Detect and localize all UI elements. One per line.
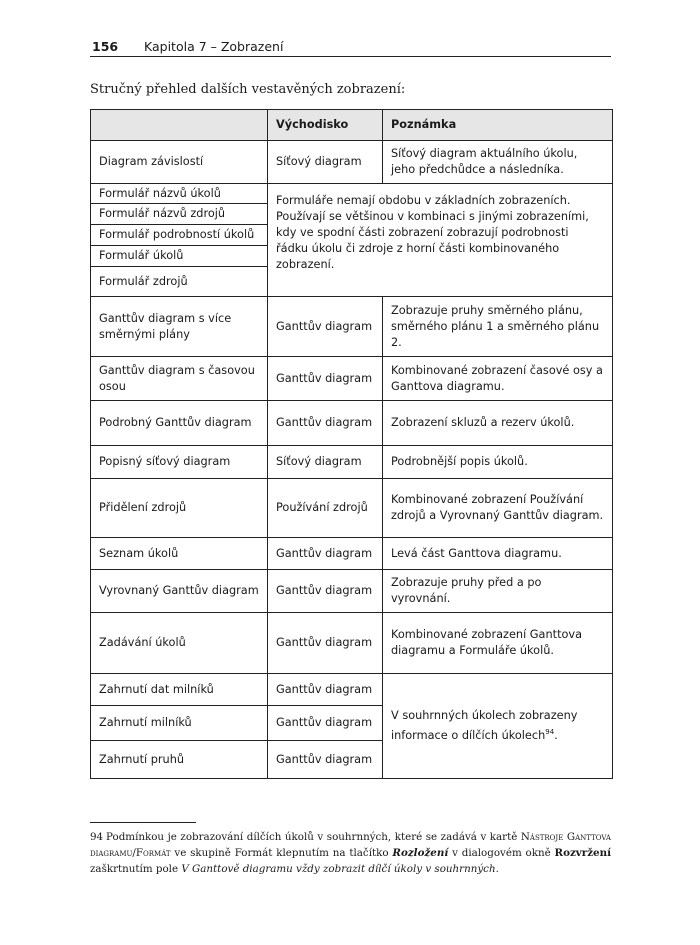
view-name: Zahrnutí milníků (91, 706, 268, 741)
page-number: 156 (92, 39, 119, 54)
footnote-text: zaškrtnutím pole (90, 863, 182, 875)
view-name: Seznam úkolů (91, 538, 268, 570)
summary-note-text: V souhrnných úkolech zobrazeny informace o dílčích úkolech (391, 709, 578, 742)
view-name: Zahrnutí pruhů (91, 741, 268, 779)
view-base: Síťový diagram (268, 141, 383, 184)
footnote-button-name: Rozložení (392, 847, 449, 859)
running-header (90, 38, 611, 57)
footnote-text: ve skupině Formát klepnutím na tlačítko (170, 847, 393, 859)
header-cell: Východisko (268, 110, 383, 141)
view-base: Ganttův diagram (268, 297, 383, 357)
view-note: Kombinované zobrazení Ganttova diagramu a Formuláře úkolů. (383, 613, 613, 674)
chapter-title: Kapitola 7 – Zobrazení (144, 39, 284, 54)
summary-note: V souhrnných úkolech zobrazeny informace o dílčích úkolech$^{94}$. (383, 674, 613, 779)
view-note: Zobrazuje pruhy směrného plánu, směrného plánu 1 a směrného plánu 2. (383, 297, 613, 357)
footnote-option-name: V Ganttově diagramu vždy zobrazit dílčí úkoly v souhrnných (181, 863, 496, 875)
footnote-text: v dialogovém okně (448, 847, 555, 859)
view-note: Levá část Ganttova diagramu. (383, 538, 613, 570)
footnote-separator (90, 822, 196, 823)
view-base: Ganttův diagram (268, 674, 383, 706)
view-name: Formulář zdrojů (91, 267, 268, 297)
view-base: Ganttův diagram (268, 538, 383, 570)
table-row (91, 613, 613, 674)
view-name: Diagram závislostí (91, 141, 268, 184)
footnote-ribbon-path: Nástroje Ganttova diagramu/Formát (90, 831, 611, 859)
view-name: Ganttův diagram s více směrnými plány (91, 297, 268, 357)
table-row (91, 357, 613, 401)
footnote-dialog-name: Rozvržení (554, 847, 612, 859)
table-row (91, 141, 613, 184)
footnote-number: 94 (90, 831, 104, 843)
table-header-row (91, 110, 613, 141)
view-note: Kombinované zobrazení Používání zdrojů a Vyrovnaný Ganttův diagram. (383, 479, 613, 538)
views-table (90, 109, 613, 779)
view-base: Ganttův diagram (268, 401, 383, 446)
header-cell (91, 110, 268, 141)
view-base: Ganttův diagram (268, 741, 383, 779)
footnote (90, 829, 611, 877)
footnote-text: Podmínkou je zobrazování dílčích úkolů v souhrnných, které se zadává v kartě (106, 831, 521, 843)
view-base: Používání zdrojů (268, 479, 383, 538)
table-row (91, 401, 613, 446)
table-row (91, 446, 613, 479)
view-base: Ganttův diagram (268, 357, 383, 401)
view-name: Popisný síťový diagram (91, 446, 268, 479)
view-note: Zobrazení skluzů a rezerv úkolů. (383, 401, 613, 446)
view-name: Přidělení zdrojů (91, 479, 268, 538)
table-row (91, 538, 613, 570)
table-row (91, 184, 613, 204)
view-base: Síťový diagram (268, 446, 383, 479)
table-row (91, 479, 613, 538)
view-name: Formulář úkolů (91, 246, 268, 267)
view-name: Formulář názvů zdrojů (91, 204, 268, 225)
view-base: Ganttův diagram (268, 613, 383, 674)
forms-note: Formuláře nemají obdobu v základních zobrazeních. Používají se většinou v kombinaci s jinými zobrazeními, kdy ve spodní části zobrazení zobrazují podrobnosti řádku úkolu či zdroje z horní části kombinovaného zobrazení. (268, 184, 613, 297)
table-row (91, 674, 613, 706)
table-row (91, 570, 613, 613)
view-name: Podrobný Ganttův diagram (91, 401, 268, 446)
view-name: Formulář podrobností úkolů (91, 225, 268, 246)
view-name: Vyrovnaný Ganttův diagram (91, 570, 268, 613)
view-note: Zobrazuje pruhy před a po vyrovnání. (383, 570, 613, 613)
intro-text: Stručný přehled dalších vestavěných zobrazení: (90, 82, 406, 97)
view-note: Kombinované zobrazení časové osy a Ganttova diagramu. (383, 357, 613, 401)
footnote-ref[interactable]: 94 (545, 728, 555, 737)
footnote-text: . (495, 863, 499, 875)
view-note: Síťový diagram aktuálního úkolu, jeho předchůdce a následníka. (383, 141, 613, 184)
view-base: Ganttův diagram (268, 570, 383, 613)
header-cell: Poznámka (383, 110, 613, 141)
view-name: Ganttův diagram s časovou osou (91, 357, 268, 401)
view-name: Formulář názvů úkolů (91, 184, 268, 204)
view-base: Ganttův diagram (268, 706, 383, 741)
table-row (91, 297, 613, 357)
view-name: Zahrnutí dat milníků (91, 674, 268, 706)
view-note: Podrobnější popis úkolů. (383, 446, 613, 479)
view-name: Zadávání úkolů (91, 613, 268, 674)
